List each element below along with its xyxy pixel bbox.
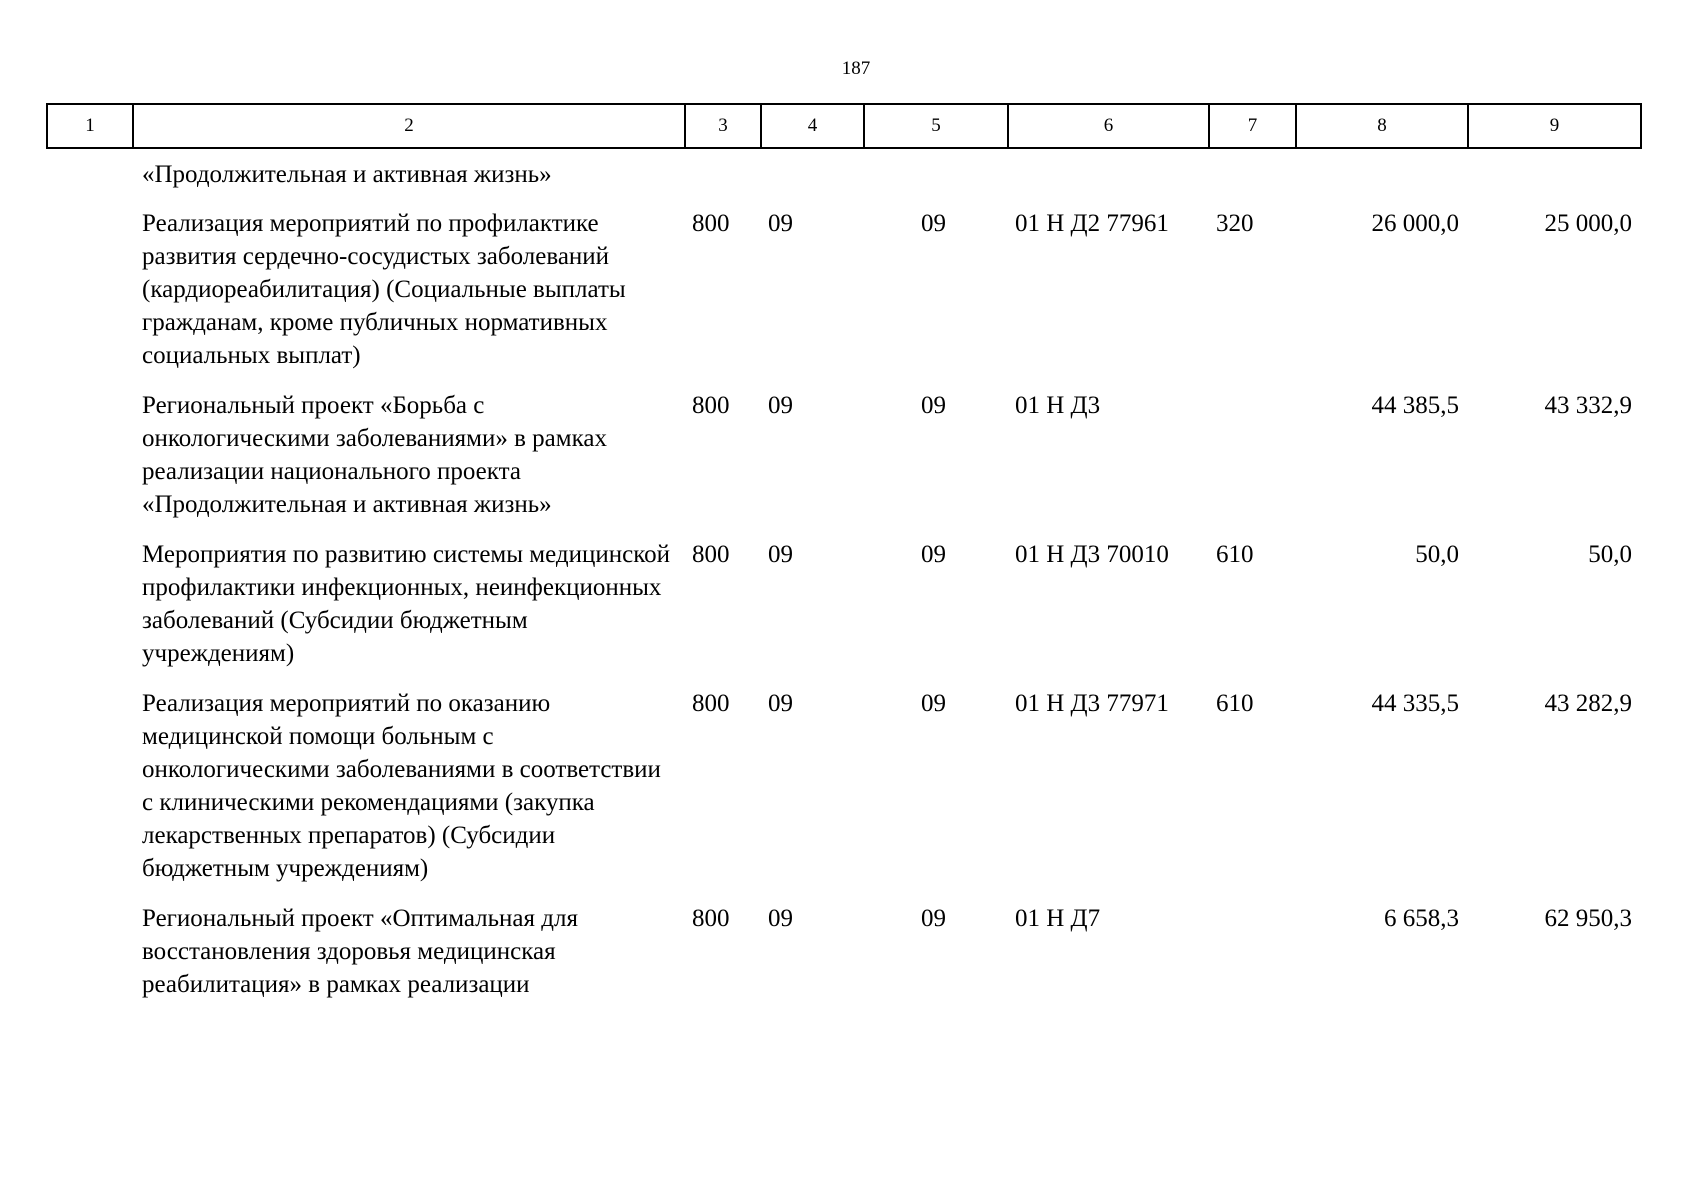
row-section-code: 09 bbox=[768, 392, 793, 419]
page-number: 187 bbox=[841, 58, 871, 79]
table-row bbox=[46, 687, 1640, 902]
row-name: Региональный проект «Борьба с онкологическими заболеваниями» в рамках реализации национального проекта «Продолжительная и активная жизнь» bbox=[142, 392, 607, 518]
column-number-7: 7 bbox=[1209, 104, 1296, 148]
column-number-3: 3 bbox=[685, 104, 761, 148]
row-subsection-code: 09 bbox=[921, 905, 946, 932]
row-subsection-code: 09 bbox=[921, 392, 946, 419]
row-ministry-code: 800 bbox=[692, 541, 730, 568]
row-target-article: 01 Н Д7 bbox=[1015, 905, 1101, 932]
row-section-code: 09 bbox=[768, 905, 793, 932]
column-number-2: 2 bbox=[133, 104, 685, 148]
table-row bbox=[46, 207, 1640, 389]
row-subsection-code: 09 bbox=[921, 210, 946, 237]
continuation-text: «Продолжительная и активная жизнь» bbox=[142, 161, 552, 188]
row-section-code: 09 bbox=[768, 690, 793, 717]
row-target-article: 01 Н Д3 70010 bbox=[1015, 541, 1169, 568]
row-expense-type: 320 bbox=[1216, 210, 1254, 237]
row-ministry-code: 800 bbox=[692, 690, 730, 717]
column-number-8: 8 bbox=[1296, 104, 1468, 148]
row-subsection-code: 09 bbox=[921, 541, 946, 568]
row-ministry-code: 800 bbox=[692, 210, 730, 237]
table-row bbox=[46, 902, 1640, 1018]
row-amount-2: 62 950,3 bbox=[1544, 905, 1632, 932]
row-amount-1: 44 335,5 bbox=[1371, 690, 1459, 717]
row-amount-2: 50,0 bbox=[1588, 541, 1632, 568]
row-amount-1: 44 385,5 bbox=[1371, 392, 1459, 419]
row-name: Мероприятия по развитию системы медицинской профилактики инфекционных, неинфекционных заболеваний (Субсидии бюджетным учреждениям) bbox=[142, 541, 670, 667]
row-amount-1: 26 000,0 bbox=[1371, 210, 1459, 237]
row-name: Реализация мероприятий по оказанию медицинской помощи больным с онкологическими заболеваниями в соответствии с клиническими рекомендациями (закупка лекарственных препаратов) (Субсидии бюджетным учреждениям) bbox=[142, 690, 661, 882]
column-number-1: 1 bbox=[47, 104, 133, 148]
row-expense-type: 610 bbox=[1216, 541, 1254, 568]
row-target-article: 01 Н Д3 bbox=[1015, 392, 1101, 419]
column-number-9: 9 bbox=[1468, 104, 1641, 148]
row-target-article: 01 Н Д3 77971 bbox=[1015, 690, 1169, 717]
row-amount-2: 43 332,9 bbox=[1544, 392, 1632, 419]
row-name: Региональный проект «Оптимальная для восстановления здоровья медицинская реабилитация» в рамках реализации bbox=[142, 905, 578, 998]
row-expense-type bbox=[1208, 389, 1295, 538]
row-section-code: 09 bbox=[768, 210, 793, 237]
column-number-5: 5 bbox=[864, 104, 1008, 148]
row-expense-type: 610 bbox=[1216, 690, 1254, 717]
continuation-row bbox=[46, 158, 1640, 207]
row-expense-type bbox=[1208, 902, 1295, 1018]
row-name: Реализация мероприятий по профилактике развития сердечно-сосудистых заболеваний (кардиореабилитация) (Социальные выплаты гражданам, кроме публичных нормативных социальных выплат) bbox=[142, 210, 626, 369]
column-number-4: 4 bbox=[761, 104, 864, 148]
row-amount-2: 25 000,0 bbox=[1544, 210, 1632, 237]
row-amount-2: 43 282,9 bbox=[1544, 690, 1632, 717]
row-amount-1: 6 658,3 bbox=[1384, 905, 1459, 932]
row-subsection-code: 09 bbox=[921, 690, 946, 717]
table-row bbox=[46, 389, 1640, 538]
column-number-header bbox=[46, 103, 1642, 149]
budget-table bbox=[46, 158, 1640, 1018]
row-ministry-code: 800 bbox=[692, 392, 730, 419]
table-row bbox=[46, 538, 1640, 687]
row-amount-1: 50,0 bbox=[1415, 541, 1459, 568]
row-ministry-code: 800 bbox=[692, 905, 730, 932]
column-number-6: 6 bbox=[1008, 104, 1209, 148]
row-section-code: 09 bbox=[768, 541, 793, 568]
row-target-article: 01 Н Д2 77961 bbox=[1015, 210, 1169, 237]
